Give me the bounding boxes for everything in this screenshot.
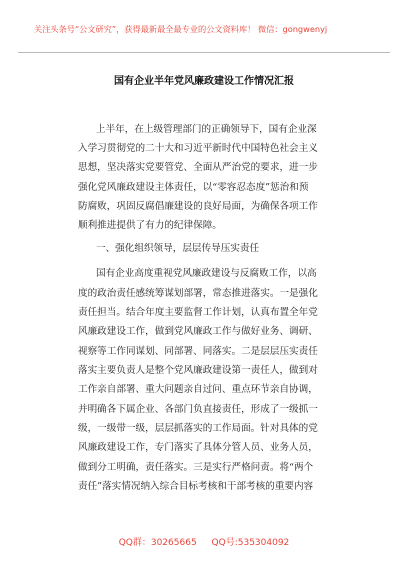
- body-line: 视察等工作同谋划、同部署、同落实。二是层层压实责任: [78, 346, 318, 357]
- body-line: 并明确各下属企业、各部门负直接责任，形成了一级抓一: [78, 404, 318, 415]
- qq-group-label: QQ群：30265665: [118, 538, 197, 548]
- body-line: 强化党风廉政建设主体责任，以“零容忍态度”惩治和预: [78, 182, 309, 193]
- body-line: 顺利推进提供了有力的纪律保障。: [78, 220, 222, 231]
- body-line: 责任”落实情况纳入综合目标考核和干部考核的重要内容: [78, 481, 314, 492]
- body-line: 上半年，在上级管理部门的正确领导下，国有企业深: [96, 124, 317, 135]
- body-line: 思想，坚决落实党要管党、全面从严治党的要求，进一步: [78, 162, 318, 173]
- footer-banner: [0, 535, 408, 548]
- body-line: 做到分工明确，责任落实。三是实行严格问责。将“两个: [78, 462, 314, 473]
- header-divider: [18, 52, 390, 53]
- body-line: 度的政治责任感统筹谋划部署，常态推进落实。一是强化: [78, 288, 318, 299]
- body-line: 级，一级带一级，层层抓落实的工作局面。针对具体的党: [78, 423, 318, 434]
- section-heading: 一、强化组织领导，层层传导压实责任: [96, 243, 260, 254]
- body-line: 防腐败，巩固反腐倡廉建设的良好局面，为确保各项工作: [78, 201, 318, 212]
- body-line: 责任担当。结合年度主要监督工作计划，认真布置全年党: [78, 307, 318, 318]
- body-line: 落实主要负责人是整个党风廉政建设第一责任人，做到对: [78, 365, 318, 376]
- document-title: 国有企业半年党风廉政建设工作情况汇报: [114, 76, 294, 87]
- body-line: 工作亲自部署、重大问题亲自过问、重点环节亲自协调，: [78, 384, 318, 395]
- body-line: 风廉政建设工作，专门落实了具体分管人员、业务人员，: [78, 442, 318, 453]
- header-banner: 关注头条号“公文研究”，获得最新最全最专业的公文资料库！ 微信：gongwenyj: [34, 24, 328, 34]
- body-line: 入学习贯彻党的二十大和习近平新时代中国特色社会主义: [78, 143, 318, 154]
- body-line: 风廉政建设工作，做到党风廉政工作与做好业务、调研、: [78, 326, 318, 337]
- body-line: 国有企业高度重视党风廉政建设与反腐败工作，以高: [96, 268, 317, 279]
- qq-number-label: QQ号:535304092: [211, 538, 290, 548]
